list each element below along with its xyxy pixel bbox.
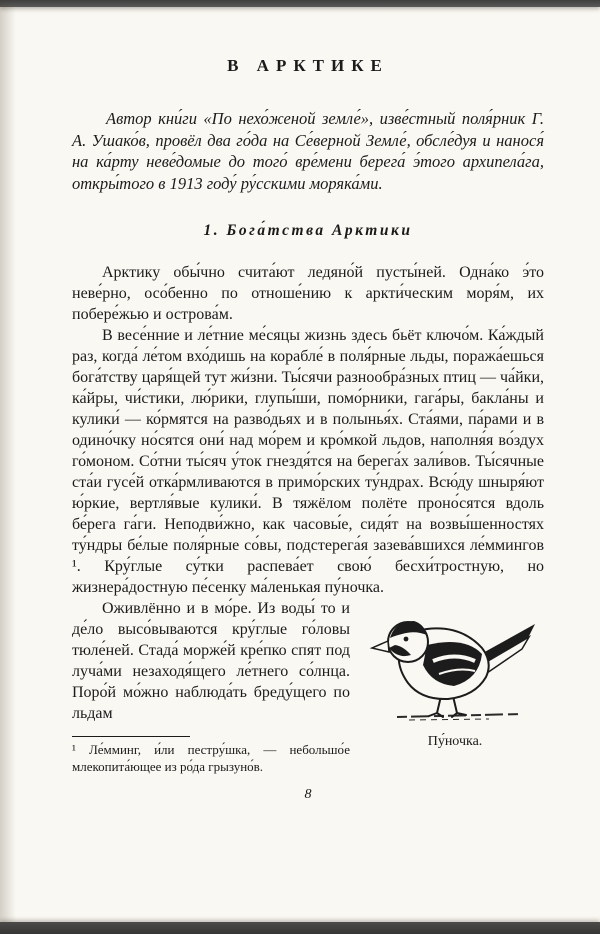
page-content: [72, 56, 544, 803]
figure-caption: Пу́ночка.: [427, 734, 483, 749]
paragraph-1: Арктику обы́чно счита́ют ледяно́й пусты́ней. Одна́ко э́то неве́рно, осо́бенно по отноше́нию к аркти́ческим моря́м, их побере́жью и острова́м.: [72, 264, 544, 323]
bird-figure: [366, 604, 544, 750]
paragraph-3: Оживлённо и в мо́ре. Из воды́ то и де́ло высо́вываются кру́глые го́ловы тюле́ней. Стада́ морже́й кре́пко спят под луча́ми незаходя́щего ле́тнего со́лнца. Поро́й мо́жно наблюда́ть бреду́щего по льдам: [72, 600, 350, 722]
footnote: ¹ Ле́мминг, и́ли пестру́шка, — небольшо́е млекопита́ющее из ро́да грызуно́в.: [72, 736, 372, 775]
wrap-block: [72, 598, 544, 775]
scan-edge-bottom: [0, 922, 600, 934]
paragraph-2: В весе́нние и ле́тние ме́сяцы жизнь здесь бьёт ключо́м. Ка́ждый раз, когда́ ле́том вхо́дишь на корабле́ в поля́рные льды, поража́ешься бога́тству царя́щей тут жи́зни. Ты́сячи разнообра́зных птиц — ча́йки, ка́йры, чи́стики, лю́рики, глупы́ши, помо́рники, гага́ры, бакла́ны и кулики́ — ко́рмятся на разво́дьях и в полынья́х. Ста́ями, па́рами и в одино́чку но́сятся они́ над мо́рем и кро́мкой льдов, наполня́я во́здух го́моном. Со́тни ты́сяч у́ток гнездя́тся на берега́х зали́вов. Ты́сячные ста́и гусе́й отка́рмливаются в примо́рских ту́ндрах. Всю́ду шныря́ют ю́ркие, вертля́вые кулики́. В тяжёлом полёте проно́сятся вдоль бе́рега га́ги. Неподви́жно, как часовы́е, сидя́т на возвы́шенностях ту́ндры бе́лые поля́рные со́вы, подстерега́я зазева́вшихся ле́ммингов ¹. Кру́глые су́тки распева́ет свою́ бесхи́тростную, но жизнера́достную пе́сенку ма́ленькая пу́ночка.: [72, 327, 544, 596]
scan-edge-top: [0, 0, 600, 7]
section-heading: 1. Бога́тства Арктики: [203, 222, 413, 239]
page-gutter-shadow: [0, 0, 16, 934]
page-title: В АРКТИКЕ: [227, 56, 389, 75]
page-number: 8: [304, 787, 312, 802]
snow-bunting-illustration: [369, 604, 541, 722]
intro-paragraph: Автор кни́ги «По нехо́женой земле́», изве́стный поля́рник Г. А. Ушако́в, провёл два го́да на Се́верной Земле́, обсле́дуя и нанося́ на ка́рту неве́домые до того́ вре́мени берега́ э́того архипела́га, откры́того в 1913 году́ ру́сскими моряка́ми.: [72, 109, 544, 193]
